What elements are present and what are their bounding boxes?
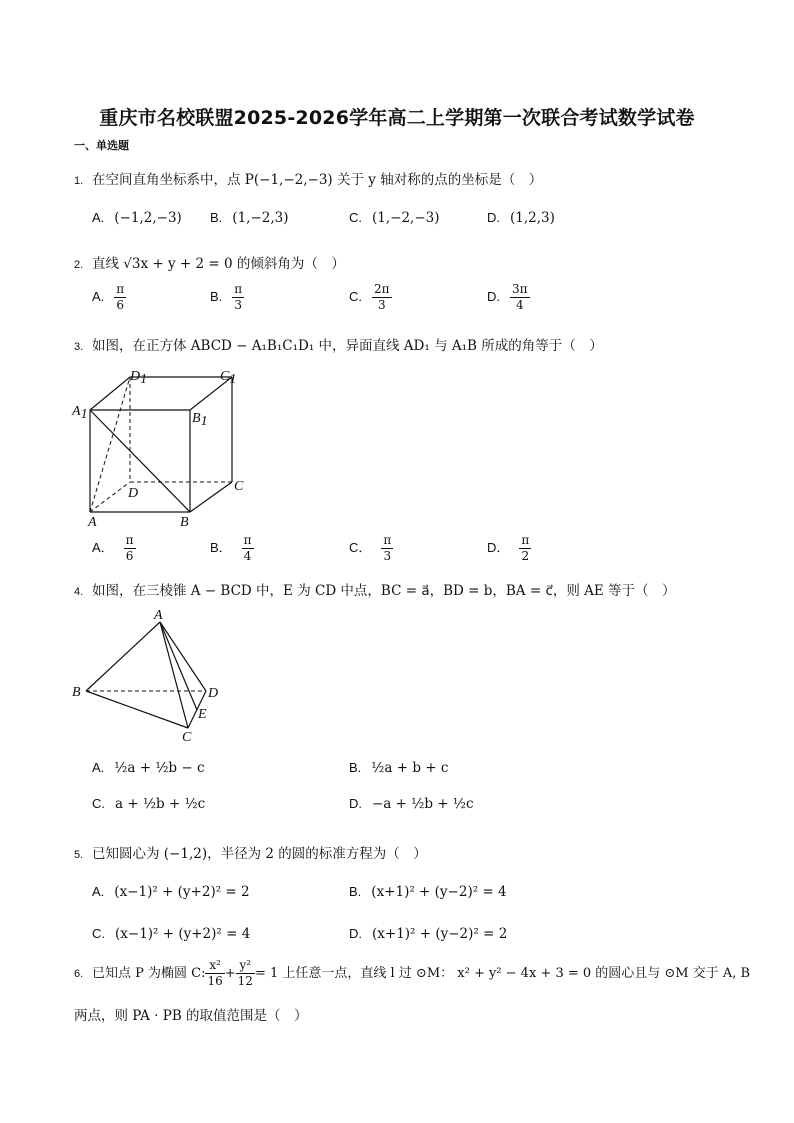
question-number: 1. [74, 175, 84, 187]
option-b[interactable]: B. $\frac{\pi}{3}$ [210, 282, 243, 312]
question-4: 4. 如图，在三棱锥 A − BCD 中，E 为 CD 中点，BC = a⃗，BD = b，BA = c⃗，则 AE 等于（ ） [74, 583, 676, 599]
option-b[interactable]: B. (1,−2,3) [210, 210, 289, 226]
tetrahedron-figure [70, 605, 240, 745]
question-5: 5. 已知圆心为 (−1,2)，半径为 2 的圆的标准方程为（ ） [74, 846, 427, 862]
option-b[interactable]: B. ½a + b + c [349, 760, 449, 776]
label-d: D [128, 486, 139, 501]
option-d[interactable]: D. (1,2,3) [487, 210, 555, 226]
option-b[interactable]: B. (x+1)² + (y−2)² = 4 [349, 884, 507, 900]
label-b: B [180, 515, 189, 530]
option-d[interactable]: D. (x+1)² + (y−2)² = 2 [349, 926, 508, 942]
cube-figure [70, 360, 260, 535]
label-e: E [198, 707, 207, 722]
label-d: D [208, 686, 219, 701]
question-text: 在空间直角坐标系中，点 P(−1,−2,−3) 关于 y 轴对称的点的坐标是（ ） [92, 172, 543, 188]
option-c[interactable]: C. (1,−2,−3) [349, 210, 440, 226]
option-c[interactable]: C. (x−1)² + (y+2)² = 4 [92, 926, 251, 942]
option-c[interactable]: C． $\frac{\pi}{3}$ [349, 533, 392, 563]
label-a: A [154, 608, 163, 623]
question-1 [74, 168, 542, 188]
label-b: B [72, 685, 81, 700]
label-d1: D1 [130, 369, 148, 387]
question-2: 2. 直线 √3x + y + 2 = 0 的倾斜角为（ ） [74, 256, 345, 272]
option-c[interactable]: C. $\frac{2\pi}{3}$ [349, 282, 390, 312]
exam-title: 重庆市名校联盟2025-2026学年高二上学期第一次联合考试数学试卷 [99, 107, 695, 129]
option-d[interactable]: D. −a + ½b + ½c [349, 796, 474, 812]
option-d[interactable]: D. $\frac{3\pi}{4}$ [487, 282, 528, 312]
option-a[interactable]: A． $\frac{\pi}{6}$ [92, 533, 134, 563]
question-6: 6. 已知点 P 为椭圆 C: $\frac{\text{x²}}{16}$ + $\frac{\text{y²}}{12}$ = 1 上任意一点，直线 l 过 ⊙M： x² + y² − 4x + 3 = 0 的圆心且与 ⊙M 交于 A, B [74, 958, 751, 988]
label-a1: A1 [72, 404, 88, 422]
section-heading: 一、单选题 [74, 139, 129, 152]
label-b1: B1 [192, 411, 208, 429]
question-6-continued: 两点，则 PA · PB 的取值范围是（ ） [74, 1008, 308, 1024]
question-3: 3. 如图，在正方体 ABCD − A₁B₁C₁D₁ 中，异面直线 AD₁ 与 A₁B 所成的角等于（ ） [74, 338, 603, 354]
label-a: A [88, 515, 97, 530]
option-c[interactable]: C. a + ½b + ½c [92, 796, 206, 812]
option-a[interactable]: A. ½a + ½b − c [92, 760, 205, 776]
option-a[interactable]: A. (x−1)² + (y+2)² = 2 [92, 884, 250, 900]
option-a[interactable]: A. $\frac{\pi}{6}$ [92, 282, 125, 312]
label-c: C [234, 479, 244, 494]
option-b[interactable]: B． $\frac{\pi}{4}$ [210, 533, 252, 563]
option-d[interactable]: D． $\frac{\pi}{2}$ [487, 533, 530, 563]
option-a[interactable]: A. (−1,2,−3) [92, 210, 182, 226]
label-c: C [182, 730, 192, 745]
label-c1: C1 [220, 369, 237, 387]
